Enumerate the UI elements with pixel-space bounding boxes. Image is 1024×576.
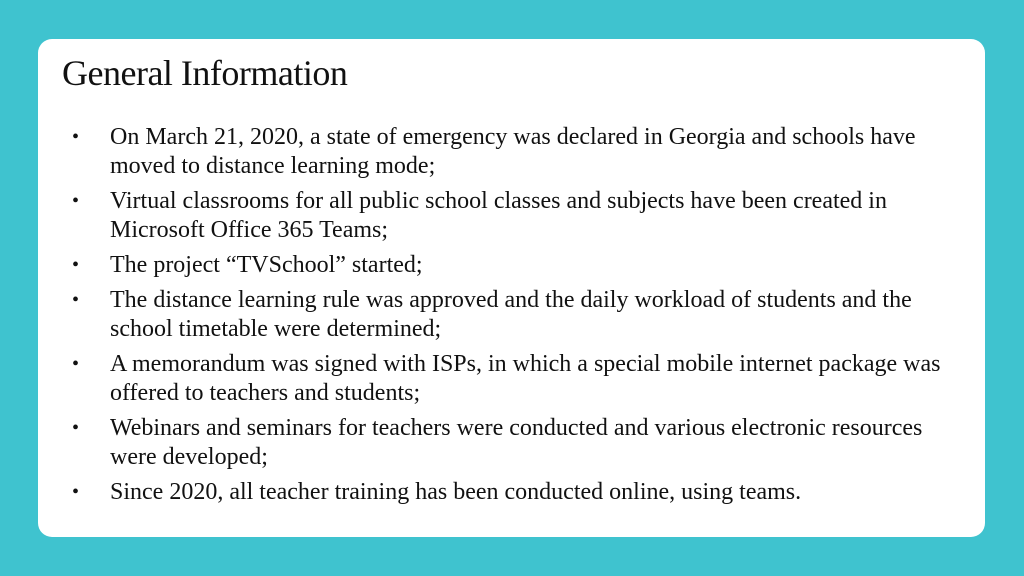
bullet-item — [38, 187, 985, 245]
slide-title: General Information — [62, 53, 348, 93]
bullet-item — [38, 251, 985, 280]
bullet-list — [38, 123, 985, 513]
bullet-item — [38, 350, 985, 408]
bullet-dot-icon: • — [72, 353, 80, 375]
bullet-text: Virtual classrooms for all public school classes and subjects have been created in Microsoft Office 365 Teams; — [110, 188, 887, 243]
bullet-item — [38, 123, 985, 181]
bullet-text: The project “TVSchool” started; — [110, 252, 423, 278]
bullet-text: A memorandum was signed with ISPs, in which a special mobile internet package was offered to teachers and students; — [110, 351, 941, 406]
bullet-text: On March 21, 2020, a state of emergency was declared in Georgia and schools have moved to distance learning mode; — [110, 124, 916, 179]
content-card — [38, 39, 985, 537]
bullet-item — [38, 286, 985, 344]
bullet-text: The distance learning rule was approved and the daily workload of students and the school timetable were determined; — [110, 287, 912, 342]
bullet-text: Webinars and seminars for teachers were conducted and various electronic resources were developed; — [110, 415, 923, 470]
bullet-text: Since 2020, all teacher training has been conducted online, using teams. — [110, 479, 802, 505]
bullet-dot-icon: • — [72, 254, 80, 276]
bullet-item — [38, 478, 985, 507]
bullet-dot-icon: • — [72, 481, 80, 503]
bullet-dot-icon: • — [72, 190, 80, 212]
bullet-item — [38, 414, 985, 472]
bullet-dot-icon: • — [72, 417, 80, 439]
bullet-dot-icon: • — [72, 126, 80, 148]
bullet-dot-icon: • — [72, 289, 80, 311]
